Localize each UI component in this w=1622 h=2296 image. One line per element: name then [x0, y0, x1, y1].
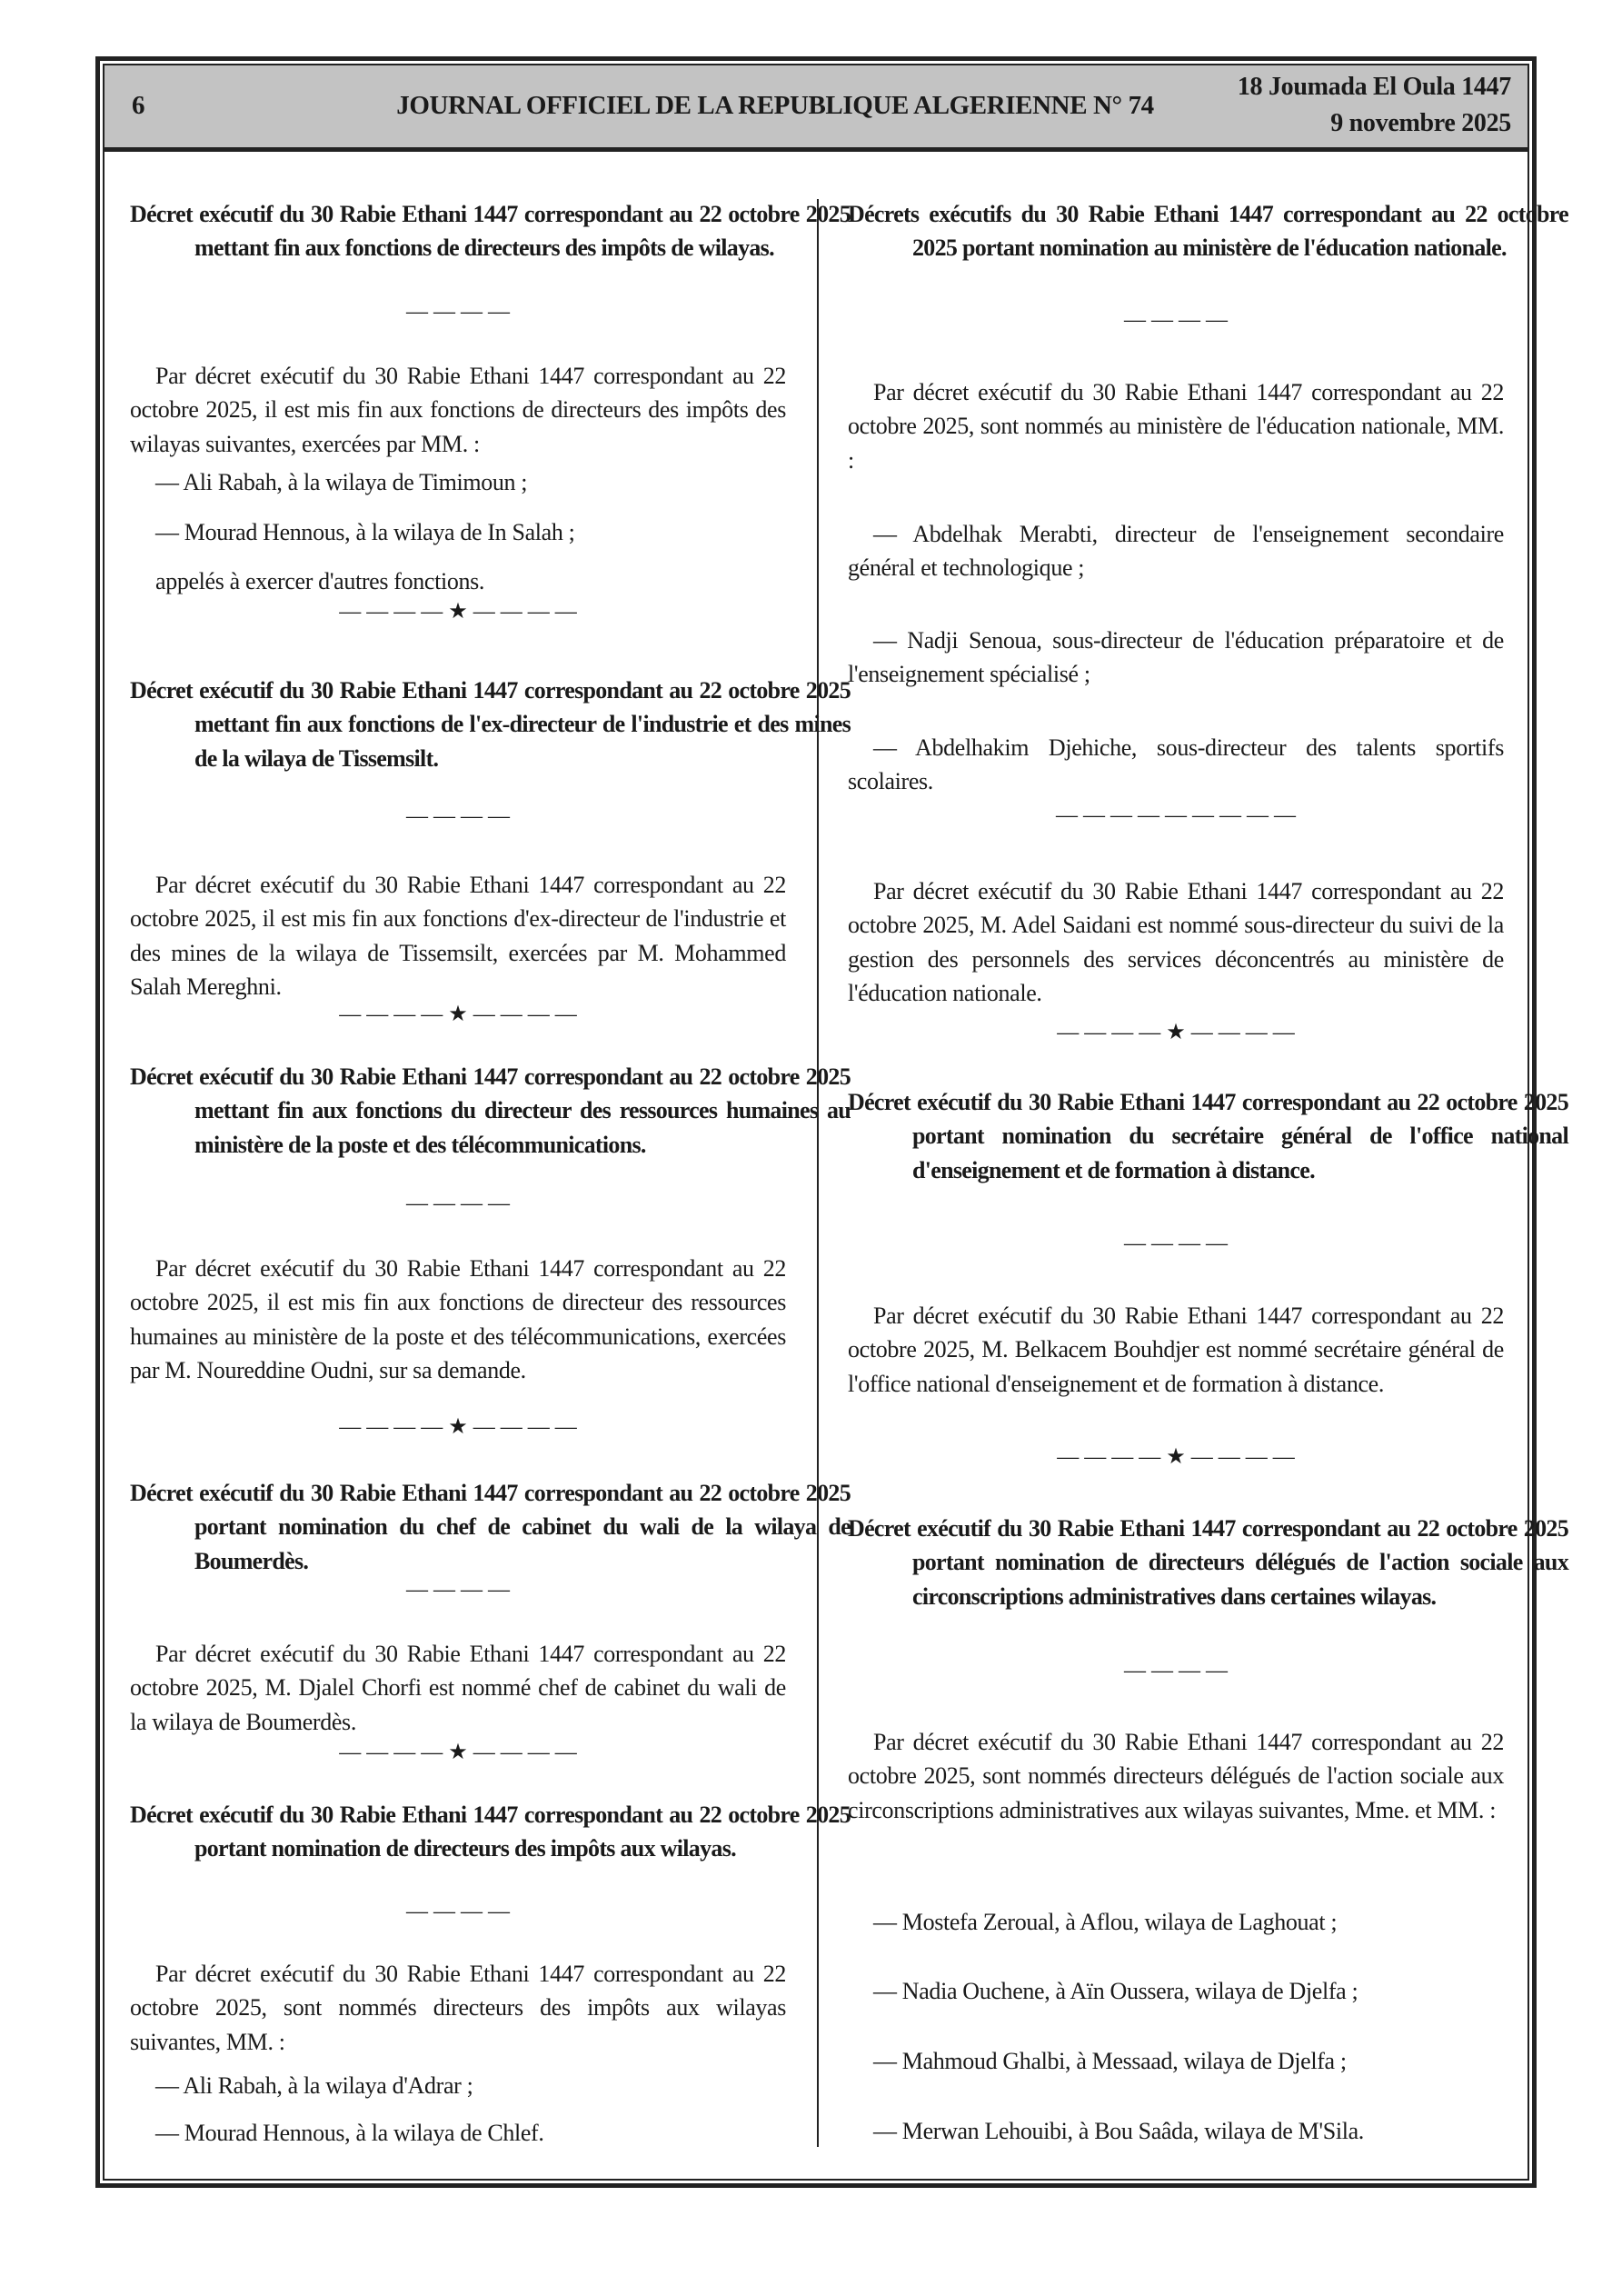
list-item: — Mourad Hennous, à la wilaya de Chlef. [155, 2120, 544, 2146]
separator: — — — — [1124, 1232, 1228, 1255]
journal-title: JOURNAL OFFICIEL DE LA REPUBLIQUE ALGERIENNE N° 74 [396, 91, 1154, 120]
separator: — — — — [406, 1578, 510, 1602]
separator: — — — — [1124, 1659, 1228, 1682]
star-separator: — — — — ★ — — — — [1057, 1021, 1295, 1044]
list-item: — Abdelhakim Djehiche, sous-directeur des talents sportifs scolaires. [848, 734, 1504, 795]
separator: — — — — [406, 1900, 510, 1923]
decree-title: Décret exécutif du 30 Rabie Ethani 1447 correspondant au 22 octobre 2025 portant nomination du chef de cabinet du wali de la wilaya de Boumerdès. [130, 1480, 851, 1574]
decree-title: Décret exécutif du 30 Rabie Ethani 1447 correspondant au 22 octobre 2025 mettant fin aux fonctions du directeur des ressources humaines au ministère de la poste et des télécommunications. [130, 1063, 851, 1158]
page-number: 6 [132, 91, 145, 120]
list-item: — Nadji Senoua, sous-directeur de l'éducation préparatoire et de l'enseignement spécialisé ; [848, 627, 1504, 688]
decree-body: Par décret exécutif du 30 Rabie Ethani 1447 correspondant au 22 octobre 2025, M. Djalel Chorfi est nommé chef de cabinet du wali de la wilaya de Boumerdès. [130, 1641, 786, 1735]
decree-body: Par décret exécutif du 30 Rabie Ethani 1447 correspondant au 22 octobre 2025, il est mis fin aux fonctions de directeurs des impôts des wilayas suivantes, exercées par MM. : [130, 363, 786, 457]
star-separator: — — — — ★ — — — — [1057, 1445, 1295, 1469]
decree-body: Par décret exécutif du 30 Rabie Ethani 1447 correspondant au 22 octobre 2025, il est mis fin aux fonctions de directeur des ressources humaines au ministère de la poste et des télécommunications, exercées par M. Noureddine Oudni, sur sa demande. [130, 1255, 786, 1384]
list-item: — Abdelhak Merabti, directeur de l'enseignement secondaire général et technologique ; [848, 521, 1504, 582]
decree-title: Décret exécutif du 30 Rabie Ethani 1447 correspondant au 22 octobre 2025 portant nomination de directeurs des impôts aux wilayas. [130, 1802, 851, 1862]
date-gregorian: 9 novembre 2025 [1330, 109, 1511, 137]
decree-title: Décret exécutif du 30 Rabie Ethani 1447 correspondant au 22 octobre 2025 portant nomination de directeurs délégués de l'action sociale aux circonscriptions administratives dans certaines wilayas. [848, 1515, 1568, 1610]
separator: — — — — [406, 300, 510, 324]
separator: — — — — [406, 804, 510, 828]
decree-title: Décret exécutif du 30 Rabie Ethani 1447 correspondant au 22 octobre 2025 mettant fin aux fonctions de directeurs des impôts de wilayas. [130, 201, 851, 262]
long-separator: — — — — — — — — — [1056, 804, 1296, 827]
decree-body: Par décret exécutif du 30 Rabie Ethani 1447 correspondant au 22 octobre 2025, M. Belkacem Bouhdjer est nommé secrétaire général de l'office national d'enseignement et de formation à distance. [848, 1303, 1504, 1397]
decree-body: Par décret exécutif du 30 Rabie Ethani 1447 correspondant au 22 octobre 2025, sont nommés directeurs des impôts aux wilayas suivantes, MM. : [130, 1961, 786, 2055]
list-item: — Nadia Ouchene, à Aïn Oussera, wilaya de Djelfa ; [873, 1978, 1358, 2004]
star-separator: — — — — ★ — — — — [339, 1741, 577, 1764]
decree-body: Par décret exécutif du 30 Rabie Ethani 1447 correspondant au 22 octobre 2025, sont nommés directeurs délégués de l'action sociale aux circonscriptions administratives aux wilayas suivantes, Mme. et MM. : [848, 1729, 1504, 1823]
separator: — — — — [406, 1192, 510, 1215]
decree-title: Décrets exécutifs du 30 Rabie Ethani 1447 correspondant au 22 octobre 2025 portant nomination au ministère de l'éducation nationale. [848, 201, 1568, 262]
decree-body: Par décret exécutif du 30 Rabie Ethani 1447 correspondant au 22 octobre 2025, M. Adel Saidani est nommé sous-directeur du suivi de la gestion des personnels des services déconcentrés au ministère de l'éducation nationale. [848, 878, 1504, 1007]
decree-body: Par décret exécutif du 30 Rabie Ethani 1447 correspondant au 22 octobre 2025, sont nommés au ministère de l'éducation nationale, MM. : [848, 379, 1504, 474]
date-hijri: 18 Joumada El Oula 1447 [1237, 73, 1511, 101]
list-item: — Mourad Hennous, à la wilaya de In Salah ; [155, 519, 575, 545]
list-item: — Ali Rabah, à la wilaya d'Adrar ; [155, 2072, 473, 2099]
star-separator: — — — — ★ — — — — [339, 1415, 577, 1439]
journal-header [104, 65, 1527, 152]
separator: — — — — [1124, 308, 1228, 332]
decree-title: Décret exécutif du 30 Rabie Ethani 1447 correspondant au 22 octobre 2025 portant nomination du secrétaire général de l'office national d'enseignement et de formation à distance. [848, 1089, 1568, 1183]
closing-line: appelés à exercer d'autres fonctions. [155, 568, 485, 594]
list-item: — Merwan Lehouibi, à Bou Saâda, wilaya de M'Sila. [873, 2118, 1364, 2144]
list-item: — Mostefa Zeroual, à Aflou, wilaya de Laghouat ; [873, 1909, 1338, 1935]
decree-title: Décret exécutif du 30 Rabie Ethani 1447 correspondant au 22 octobre 2025 mettant fin aux fonctions de l'ex-directeur de l'industrie et des mines de la wilaya de Tissemsilt. [130, 677, 851, 772]
decree-body: Par décret exécutif du 30 Rabie Ethani 1447 correspondant au 22 octobre 2025, il est mis fin aux fonctions d'ex-directeur de l'industrie et des mines de la wilaya de Tissemsilt, exercées par M. Mohammed Salah Mereghni. [130, 872, 786, 1001]
list-item: — Ali Rabah, à la wilaya de Timimoun ; [155, 469, 528, 495]
star-separator: — — — — ★ — — — — [339, 600, 577, 624]
star-separator: — — — — ★ — — — — [339, 1003, 577, 1026]
list-item: — Mahmoud Ghalbi, à Messaad, wilaya de Djelfa ; [873, 2048, 1347, 2074]
